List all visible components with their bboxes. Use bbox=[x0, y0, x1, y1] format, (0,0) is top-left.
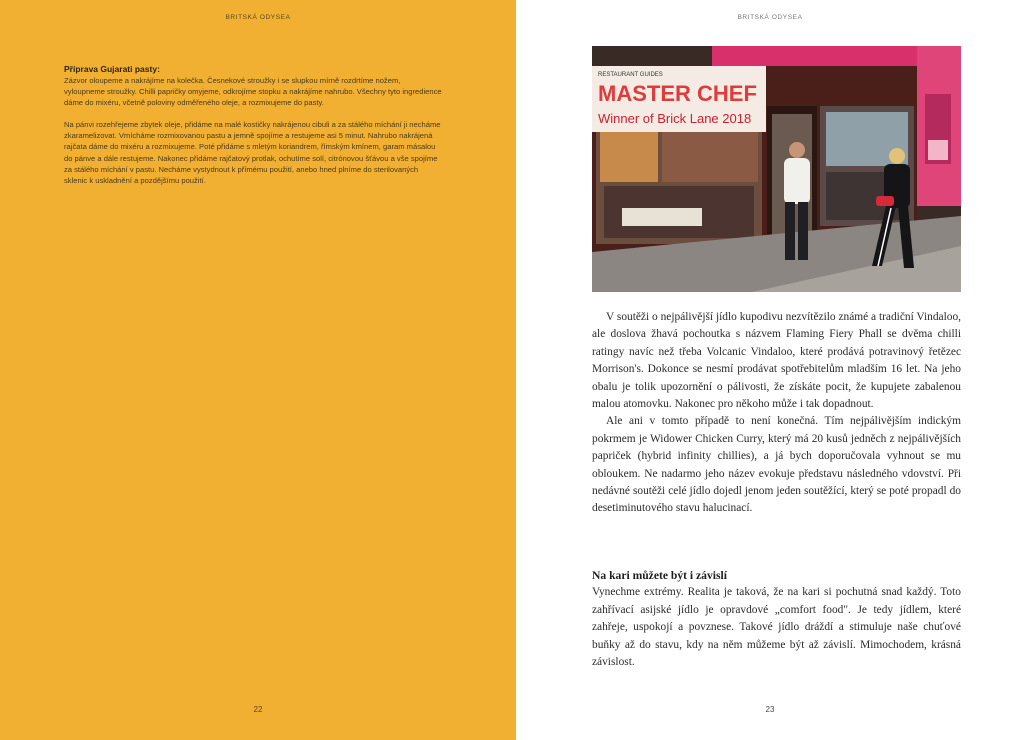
sign-sub-text: Winner of Brick Lane 2018 bbox=[598, 111, 752, 126]
section-heading: Na kari můžete být i závislí bbox=[592, 569, 727, 582]
page-number-right: 23 bbox=[765, 705, 775, 714]
running-head-left: BRITSKÁ ODYSEA bbox=[225, 14, 291, 21]
sign-top-text: RESTAURANT GUIDES bbox=[598, 72, 663, 78]
recipe-paragraph-2: Na pánvi rozehřejeme zbytek oleje, přidáme na malé kostičky nakrájenou cibuli a za stálého míchání ji necháme zkaramelizovat. Vmícháme rozmixovanou pastu a jemně spojíme a restujeme asi 5 minut. Nahrubo nakrájená rajčata dáme do mixéru a rozmixujeme. Poté přidáme s mletým koriandrem, římským kmínem, garam másalou do pánve a dále restujeme. Nakonec přidáme rajčatový protlak, ochutíme solí, citrónovou šťávou a vše spojíme za stálého míchání v pastu. Necháme vystydnout k přímému použití, anebo hned plníme do sterilovaných sklenic k uskladnění a pozdějšímu použití. bbox=[64, 120, 441, 185]
restaurant-photo bbox=[592, 46, 961, 292]
sign-main-text: MASTER CHEF bbox=[598, 81, 757, 106]
recipe-paragraph-1: Zázvor oloupeme a nakrájíme na kolečka. Česnekové stroužky i se slupkou mírně rozdrtíme nožem, vyloupneme stroužky. Chilli papričky omyjeme, odkrojíme stopku a nakrájíme nahrubo. Všechny tyto ingredience dáme do mixéru, včetně poloviny odměřeného oleje, a rozmixujeme do pasty. bbox=[64, 76, 442, 108]
body-paragraph-1: V soutěži o nejpálivější jídlo kupodivu nezvítězilo známé a tradiční Vindaloo, ale doslova žhavá pochoutka s názvem Flaming Fiery Phall se dvěma chilli ratingy navíc než třeba Volcanic Vindaloo, které prodává potravinový řetězec Morrison's. Dokonce se nesmí prodávat spotřebitelům mladším 16 let. Na jeho obalu je tolik upozornění o pálivosti, že získáte pocit, že kupujete zabalenou malou atomovku. Nakonec pro někoho může i tak dopadnout. bbox=[592, 311, 961, 411]
recipe-block bbox=[64, 64, 442, 197]
body-text bbox=[592, 309, 961, 518]
section-block bbox=[592, 567, 961, 671]
right-page bbox=[516, 0, 1024, 740]
running-head-right: BRITSKÁ ODYSEA bbox=[737, 14, 803, 21]
body-paragraph-2: Ale ani v tomto případě to není konečná. Tím nejpálivějším indickým pokrmem je Widower Chicken Curry, který má 20 kusů jedněch z nejpálivějších papriček (hybrid infinity chillies), a já bych doporučovala vyhnout se mu obloukem. Ne nadarmo jeho název evokuje představu následného vdovství. Při nedávné soutěži celé jídlo dojedl jenom jeden soutěžící, který se poté propadl do desetiminutového stavu halucinací. bbox=[592, 415, 961, 515]
recipe-title: Příprava Gujarati pasty: bbox=[64, 64, 160, 74]
page-number-left: 22 bbox=[253, 705, 263, 714]
section-paragraph: Vynechme extrémy. Realita je taková, že na kari si pochutná snad každý. Toto zahřívací asijské jídlo je opravdové „comfort food". Je tedy jídlem, které zahřeje, uspokojí a povznese. Takové jídlo dráždí a stimuluje naše chuťové buňky až do stavu, kdy na něm můžeme být až závislí. Mimochodem, krásná závislost. bbox=[592, 586, 961, 669]
